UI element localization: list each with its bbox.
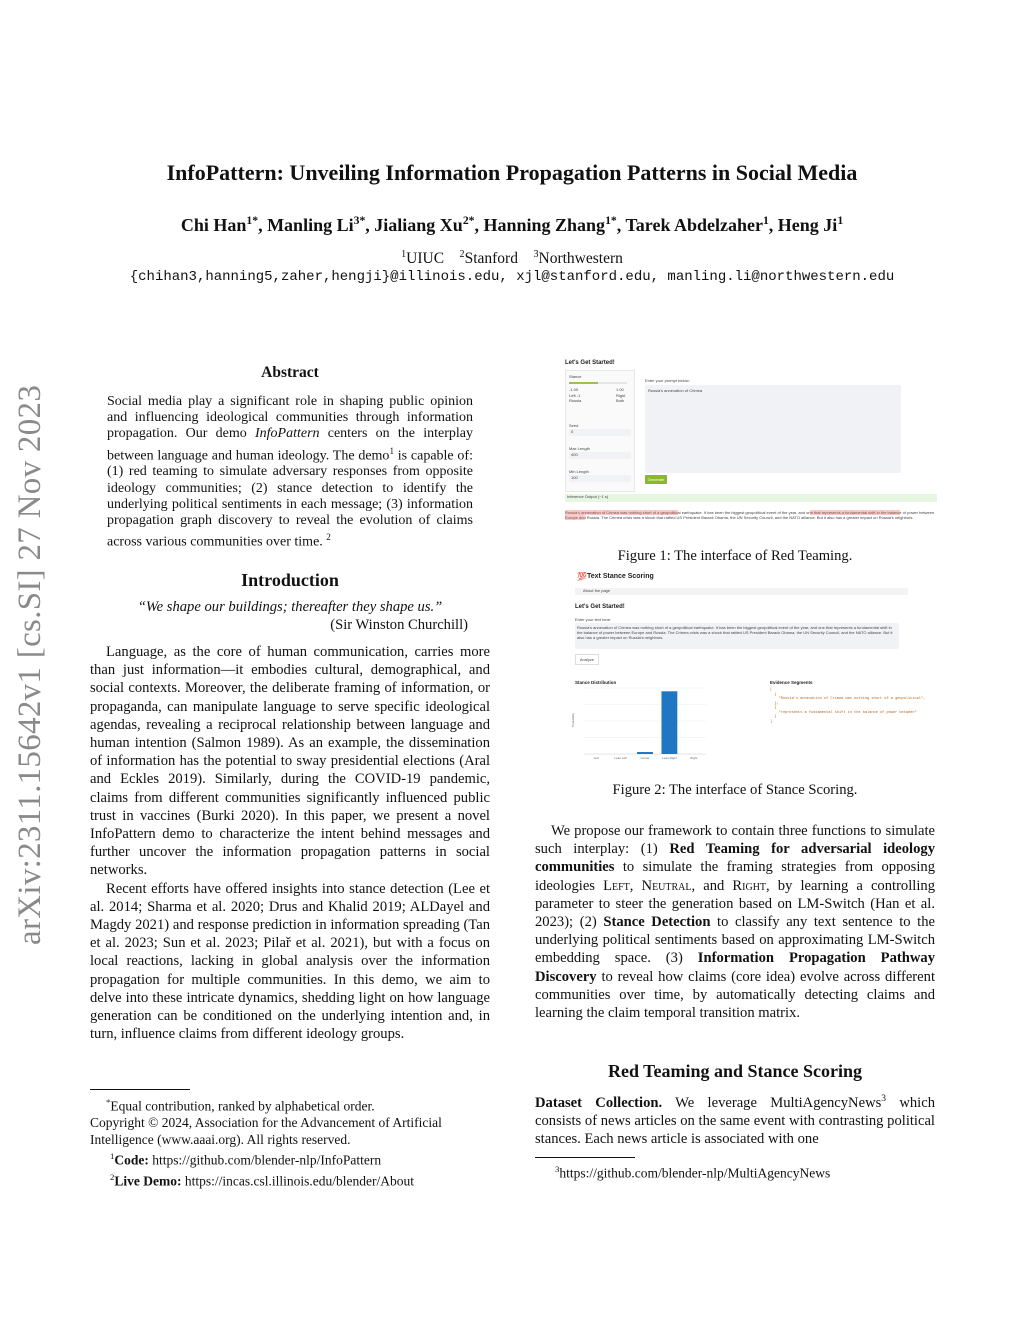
arxiv-identifier: arXiv:2311.15642v1 [cs.SI] 27 Nov 2023 <box>12 384 48 945</box>
author: Tarek Abdelzaher <box>625 215 763 235</box>
footnote-3: $^3$https://github.com/blender-nlp/MultiAgencyNews <box>555 1164 831 1181</box>
evidence-json: [ { "Russia's annexation of Crimea was nothing short of a geopolitical", }, { "represents a fundamental shift in the balance of power between" } ] <box>770 688 926 724</box>
dataset-collection-text <box>535 1090 935 1148</box>
demo-link[interactable]: https://incas.csl.illinois.edu/blender/About <box>184 1173 414 1189</box>
fig1-highlight <box>565 515 585 520</box>
stance-slider[interactable] <box>569 382 627 384</box>
figure-1-caption: Figure 1: The interface of Red Teaming. <box>617 548 853 564</box>
figure-2-stance-scoring: 💯 Text Stance Scoring About the page Let's Get Started! Enter your text here: Russia's annexation of Crimea was nothing short of a geopolitical earthquake. It has been the biggest geopolitical event of the year, and one that represents a fundamental shift in the balance of power between Europe and Russia. The Crimea crisis was a shock that rattled US President Barack Obama, the UN Security Council, and the NATO alliance. But it also has a greater impact on Russia's neighbors. Analyze Stance Distribution Left Lean Left Center Lean Right Right Probability Evidence Segments [ { "Russia's annexation of Crimea was nothing short of a geopolitical", }, { "represents a fundamental shift in the balance of power between" } ] <box>565 572 935 770</box>
fig1-result-banner: Inference Output (~1 s) <box>565 494 937 502</box>
paragraph: We propose our framework to contain three functions to simulate such interplay: (1) Red Teaming for adversarial ideology communities to simulate the framing strategies from opposing ideologies Left, Neutral, and Right, by learning a controlling parameter to steer the generation based on LM-Switch (Han et al. 2023); (2) Stance Detection to classify any text sentence to the underlying political sentiments based on approximating LM-Switch embedding space. (3) Information Propagation Pathway Discovery to reveal how claims (core idea) evolve across different communities over time, by automatically detecting claims and learning the claim temporal transition matrix. <box>535 823 936 1022</box>
introduction-body <box>90 643 490 1043</box>
x-tick-label: Left <box>593 756 599 760</box>
abstract-text: Social media play a significant role in shaping public opinion and influencing ideological communities through information propagation. Our demo InfoPattern centers on the interplay between language and human ideology. The demo$^1$ is capable of: (1) red teaming to simulate adversary responses from opposite ideology communities; (2) stance detection to identify the underlying political sentiments in each message; (3) information propagation graph discovery to reveal the evolution of claims across various communities over time. $^2$ <box>107 394 473 550</box>
affiliation: Northwestern <box>538 250 623 268</box>
paper-title: InfoPattern: Unveiling Information Propagation Patterns in Social Media <box>166 160 858 185</box>
author-list: Chi Han$^{1*}$, Manling $Li^{3*}$, Jialiang $Xu^{2*}$, Hanning Zhang$^{1*}$, Tarek Abdelzaher$^1$, Heng Ji$^1$ <box>180 214 844 235</box>
affiliation: UIUC <box>406 250 445 268</box>
prompt-textarea[interactable]: Russia's annexation of Crimea <box>645 385 901 473</box>
max-length-input[interactable]: 400 <box>569 452 631 459</box>
y-axis-label: Probability <box>571 712 575 727</box>
fig1-output-text: Russia's annexation of Crimea was nothing short of a geopolitical earthquake. It has been the biggest geopolitical event of the year, and one that represents a fundamental shift in the balance of power between Europe and Russia. The Crimea crisis was a shock that rattled US President Barack Obama, the UN Security Council, and the NATO alliance. But it also has a greater impact on Russia's neighbors. <box>565 510 935 520</box>
dist-title: Stance Distribution <box>575 680 617 685</box>
footnote-code: $^1$Code: https://github.com/blender-nlp/InfoPattern <box>110 1151 382 1168</box>
author: Chi Han <box>180 215 247 235</box>
seed-input[interactable]: 0 <box>569 429 631 436</box>
stance-text-input[interactable]: Russia's annexation of Crimea was nothing short of a geopolitical earthquake. It has been the biggest geopolitical event of the year, and one that represents a fundamental shift in the balance of power between Europe and Russia. The Crimea crisis was a shock that rattled US President Barack Obama, the UN Security Council, and the NATO alliance. But it also has a greater impact on Russia's neighbors. <box>575 623 899 649</box>
figure-1-red-teaming: Let's Get Started! Stance -1.00 1.00 Left -1 Right Russia Both Seed 0 Max Length 400 Min Length 100 Enter your prompt below: Russia's annexation of Crimea Generate Inference Output (~1 s) Russia's annexation of Crimea was nothing short of a geopolitical earthquake. It has been the biggest geopolitical event of the year, and one that represents a fundamental shift in the balance of power between Europe and Russia. The Crimea crisis was a shock that rattled US President Barack Obama, the UN Security Council, and the NATO alliance. But it also has a greater impact on Russia's neighbors. <box>565 360 935 540</box>
generate-button[interactable]: Generate <box>645 475 667 484</box>
author: Manling Li <box>267 215 354 235</box>
x-tick-label: Center <box>640 756 650 760</box>
bar-center <box>637 752 653 754</box>
fig2-heading: Let's Get Started! <box>575 604 625 610</box>
right-body-text <box>535 822 935 1022</box>
footnote-demo: $^2$Live Demo: https://incas.csl.illinois.edu/blender/About <box>110 1172 414 1189</box>
fig1-sidebar: Stance -1.00 1.00 Left -1 Right Russia Both Seed 0 Max Length 400 Min Length 100 <box>565 370 635 492</box>
fig2-app-title: Text Stance Scoring <box>587 573 654 580</box>
figure-2-caption: Figure 2: The interface of Stance Scoring. <box>612 782 858 798</box>
introduction-heading: Introduction <box>241 570 339 590</box>
author: Hanning Zhang <box>483 215 606 235</box>
copyright: Copyright © 2024, Association for the Advancement of Artificial Intelligence (www.aaai.org). All rights reserved. <box>90 1115 442 1147</box>
code-link[interactable]: https://github.com/blender-nlp/InfoPattern <box>152 1152 382 1168</box>
fig1-heading: Let's Get Started! <box>565 360 615 366</box>
abstract-heading: Abstract <box>261 364 319 381</box>
footnote-equal: *Equal contribution, ranked by alphabetical order. <box>106 1097 375 1114</box>
evidence-title: Evidence Segments <box>770 680 813 685</box>
multiagencynews-link[interactable]: https://github.com/blender-nlp/MultiAgencyNews <box>559 1165 831 1181</box>
paragraph: Language, as the core of human communication, carries more than just information—it embodies cultural, demographical, and social contexts. Moreover, the deliberate framing of information, or propaganda, can manipulate language to serve specific ideological agendas, revealing a reciprocal relationship between language and human intention (Salmon 1989). As an example, the dissemination of information has the potential to sway presidential elections (Aral and Eckles 2019). Similarly, during the COVID-19 pandemic, claims from different communities significantly influenced public trust in vaccines (Burki 2020). In this paper, we present a novel InfoPattern demo to characterize the intent behind messages and further uncover the information propagation patterns in social networks. <box>90 644 490 879</box>
affiliations: $^1$UIUC $^2$Stanford $^3$Northwestern <box>401 249 623 268</box>
author: Jialiang Xu <box>374 215 463 235</box>
min-length-input[interactable]: 100 <box>569 475 631 482</box>
bar-lean-right <box>661 691 677 754</box>
footnote-rule <box>90 1089 190 1090</box>
analyze-button[interactable]: Analyze <box>575 654 599 665</box>
x-tick-label: Lean Right <box>662 756 677 760</box>
footnote-rule <box>535 1157 635 1158</box>
about-page-expander[interactable]: About the page <box>575 588 908 595</box>
paragraph: Dataset Collection. We leverage MultiAgencyNews$^3$ which consists of news articles on the same event with contrasting political stances. Each news article is associated with one <box>535 1094 935 1148</box>
affiliation: Stanford <box>464 250 518 268</box>
epigraph <box>90 598 490 634</box>
epigraph-quote: “We shape our buildings; thereafter they shape us.” <box>137 599 443 615</box>
fig1-highlight <box>810 510 900 515</box>
author: Heng Ji <box>777 215 838 235</box>
red-teaming-heading: Red Teaming and Stance Scoring <box>607 1061 863 1081</box>
epigraph-author: (Sir Winston Churchill) <box>330 617 468 633</box>
x-tick-label: Right <box>690 756 698 760</box>
footnotes <box>90 1094 490 1190</box>
stance-slider-fill <box>569 382 598 384</box>
x-tick-label: Lean Left <box>614 756 627 760</box>
stance-distribution-chart <box>570 686 710 768</box>
hundred-points-icon: 💯 <box>577 572 587 581</box>
author-emails: {chihan3,hanning5,zaher,hengji}@illinois.edu, xjl@stanford.edu, manling.li@northwestern.edu <box>129 269 895 285</box>
paragraph: Recent efforts have offered insights into stance detection (Lee et al. 2014; Sharma et al. 2020; Drus and Khalid 2019; ALDayel and Magdy 2021) and response prediction in information spreading (Tan et al. 2023; Sun et al. 2023; Pilař et al. 2021), but with a focus on local reactions, lacking in global analysis over the information propagation for multiple communities. In this demo, we aim to delve into these intricate dynamics, shedding light on how language generation can be conditioned on the underlying intention and, in turn, influence claims from different ideology groups. <box>90 880 490 1043</box>
